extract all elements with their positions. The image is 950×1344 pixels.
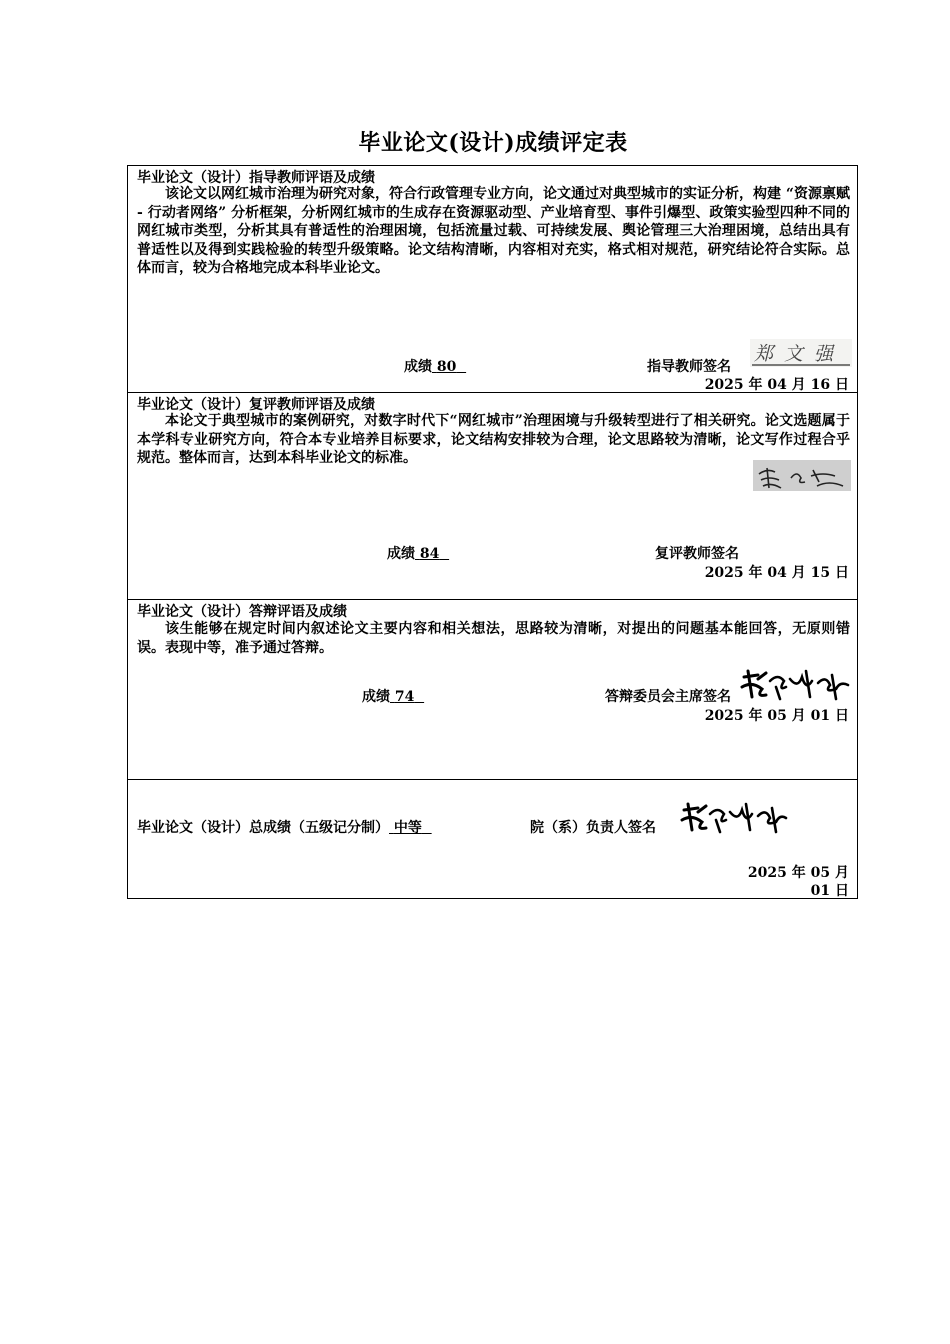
reviewer-heading: 毕业论文（设计）复评教师评语及成绩	[137, 397, 375, 413]
reviewer-date: 2025 年 04 月 15 日	[704, 565, 849, 581]
dean-signature	[680, 800, 790, 836]
total-section	[128, 780, 857, 898]
defense-signature	[740, 667, 852, 703]
reviewer-signature	[753, 460, 851, 491]
defense-date: 2025 年 05 月 01 日	[704, 708, 849, 724]
reviewer-score-value: 84	[419, 546, 440, 562]
total-date-line1: 2025 年 05 月	[747, 865, 849, 881]
defense-score-label: 成绩	[362, 689, 390, 705]
total-date-line2: 01 日	[810, 883, 849, 899]
defense-comment: 该生能够在规定时间内叙述论文主要内容和相关想法，思路较为清晰，对提出的问题基本能回答，无原则错误。表现中等，准予通过答辩。	[137, 621, 850, 656]
reviewer-sign-label: 复评教师签名	[655, 546, 739, 562]
advisor-date: 2025 年 04 月 16 日	[704, 377, 849, 393]
reviewer-score	[387, 543, 449, 563]
advisor-sign-label: 指导教师签名	[647, 359, 731, 375]
advisor-heading: 毕业论文（设计）指导教师评语及成绩	[137, 170, 375, 186]
advisor-section	[128, 166, 857, 393]
total-grade-value: 中等	[393, 820, 422, 836]
advisor-score-value: 80	[436, 359, 457, 375]
advisor-score	[404, 356, 466, 376]
reviewer-score-label: 成绩	[387, 546, 415, 562]
total-grade-label: 毕业论文（设计）总成绩（五级记分制）	[137, 820, 389, 836]
defense-heading: 毕业论文（设计）答辩评语及成绩	[137, 604, 347, 620]
grade-form	[127, 165, 858, 899]
total-sign-label: 院（系）负责人签名	[530, 820, 656, 836]
defense-score	[362, 686, 424, 706]
advisor-signature	[750, 339, 852, 367]
defense-score-value: 74	[394, 689, 415, 705]
total-date	[748, 864, 849, 900]
advisor-signature-text: 郑文强	[754, 343, 845, 365]
reviewer-section	[128, 393, 857, 600]
reviewer-comment: 本论文于典型城市的案例研究，对数字时代下“网红城市”治理困境与升级转型进行了相关研究。论文选题属于本学科专业研究方向，符合本专业培养目标要求，论文结构安排较为合理，论文思路较为清晰，论文写作过程合乎规范。整体而言，达到本科毕业论文的标准。	[137, 413, 850, 466]
defense-sign-label: 答辩委员会主席签名	[605, 689, 731, 705]
total-grade	[137, 817, 432, 837]
advisor-score-label: 成绩	[404, 359, 432, 375]
advisor-comment: 该论文以网红城市治理为研究对象，符合行政管理专业方向，论文通过对典型城市的实证分析，构建 “资源禀赋 - 行动者网络” 分析框架，分析网红城市的生成存在资源驱动型、产业培育型、事件引爆型、政策实验型四种不同的网红城市类型，分析其具有普适性的治理困境，包括流量过载、可持续发展、舆论管理三大治理困境，总结出具有普适性以及得到实践检验的转型升级策略。论文结构清晰，内容相对充实，格式相对规范，研究结论符合实际。总体而言，较为合格地完成本科毕业论文。	[137, 186, 850, 276]
page-title: 毕业论文(设计)成绩评定表	[358, 130, 628, 156]
defense-section	[128, 600, 857, 780]
